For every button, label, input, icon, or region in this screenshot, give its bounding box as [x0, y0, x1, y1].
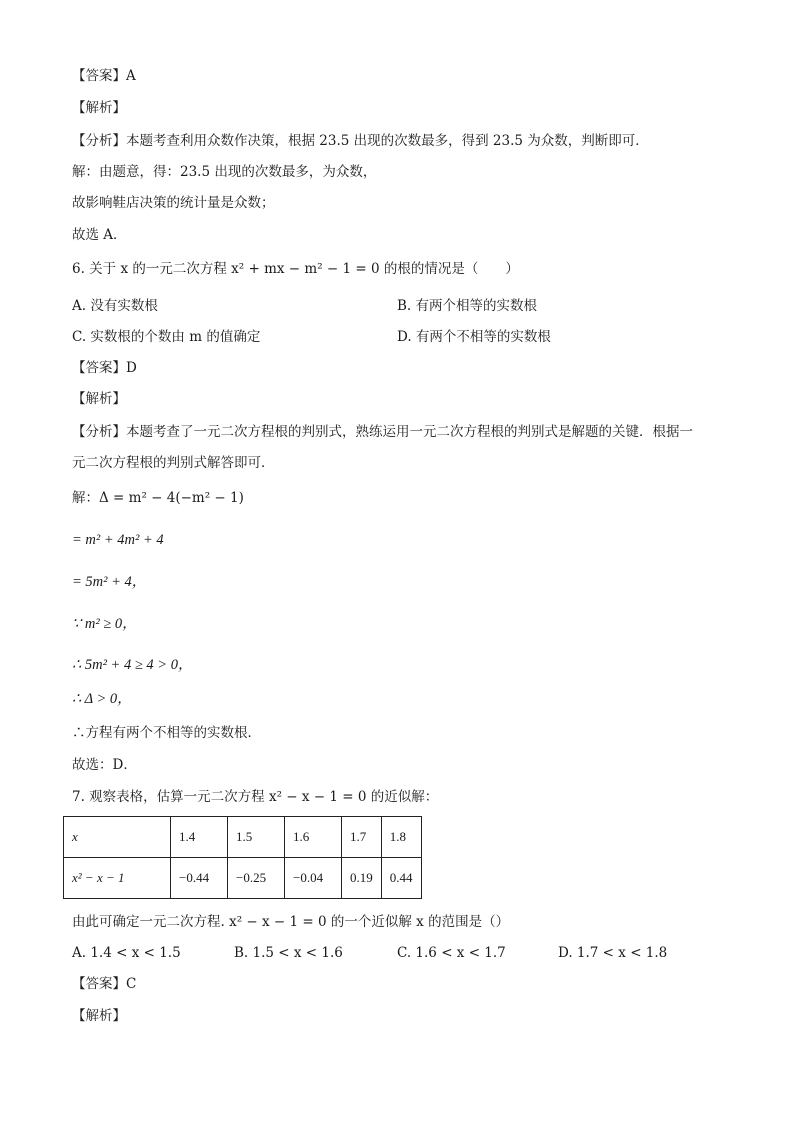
- table-cell: x: [64, 817, 171, 858]
- q7-option-b: B. 1.5 < x < 1.6: [234, 945, 343, 961]
- q7-answer: 【答案】C: [72, 976, 137, 992]
- table-cell: 0.44: [381, 858, 421, 899]
- q7-conclusion: 由此可确定一元二次方程. x² − x − 1 = 0 的一个近似解 x 的范围是（）: [72, 914, 510, 930]
- table-cell: 0.19: [342, 858, 382, 899]
- table-row: [64, 858, 422, 899]
- table-cell: −0.44: [171, 858, 228, 899]
- q7-option-a: A. 1.4 < x < 1.5: [72, 945, 181, 961]
- table-cell: 1.5: [228, 817, 285, 858]
- q5-solution-2: 故影响鞋店决策的统计量是众数；: [72, 195, 275, 211]
- q6-answer: 【答案】D: [72, 360, 137, 376]
- table-cell: 1.7: [342, 817, 382, 858]
- q5-analysis-label: 【解析】: [72, 100, 126, 116]
- q6-option-b: B. 有两个相等的实数根: [397, 298, 538, 314]
- q6-step-7: ∴方程有两个不相等的实数根．: [72, 725, 261, 741]
- q6-step-4: ∵ m² ≥ 0，: [72, 616, 137, 632]
- q7-option-c: C. 1.6 < x < 1.7: [397, 945, 506, 961]
- q6-option-d: D. 有两个不相等的实数根: [397, 329, 551, 345]
- q6-choose: 故选：D．: [72, 757, 137, 773]
- q7-stem: 7. 观察表格，估算一元二次方程 x² − x − 1 = 0 的近似解：: [72, 789, 439, 805]
- q6-step-5: ∴ 5m² + 4 ≥ 4 > 0，: [72, 657, 193, 673]
- table-row: [64, 817, 422, 858]
- table-cell: −0.25: [228, 858, 285, 899]
- q6-step-2: = m² + 4m² + 4: [72, 532, 164, 548]
- table-cell: 1.6: [285, 817, 342, 858]
- q6-step-3: = 5m² + 4，: [72, 574, 147, 590]
- q7-analysis-label: 【解析】: [72, 1008, 126, 1024]
- q7-value-table: [63, 816, 422, 899]
- q5-solution-1: 解：由题意，得：23.5 出现的次数最多，为众数，: [72, 164, 377, 180]
- q6-fenxi-line-2: 元二次方程根的判别式解答即可．: [72, 455, 275, 471]
- q5-answer: 【答案】A: [72, 68, 136, 84]
- q6-step-1: 解：Δ = m² − 4(−m² − 1): [72, 490, 244, 506]
- q6-stem: 6. 关于 x 的一元二次方程 x² + mx − m² − 1 = 0 的根的情况是（ ）: [72, 261, 519, 277]
- table-cell: −0.04: [285, 858, 342, 899]
- table-cell: 1.4: [171, 817, 228, 858]
- q6-fenxi-line-1: 【分析】本题考查了一元二次方程根的判别式，熟练运用一元二次方程根的判别式是解题的关键．根据一: [72, 424, 693, 440]
- q6-step-6: ∴ Δ > 0，: [72, 691, 132, 707]
- q5-fenxi: 【分析】本题考查利用众数作决策，根据 23.5 出现的次数最多，得到 23.5 为众数，判断即可．: [72, 133, 649, 149]
- table-cell: x² − x − 1: [64, 858, 171, 899]
- q5-choose: 故选 A．: [72, 227, 127, 243]
- q6-analysis-label: 【解析】: [72, 391, 126, 407]
- table-cell: 1.8: [381, 817, 421, 858]
- q6-option-c: C. 实数根的个数由 m 的值确定: [72, 329, 261, 345]
- q7-option-d: D. 1.7 < x < 1.8: [558, 945, 668, 961]
- q6-option-a: A. 没有实数根: [72, 298, 158, 314]
